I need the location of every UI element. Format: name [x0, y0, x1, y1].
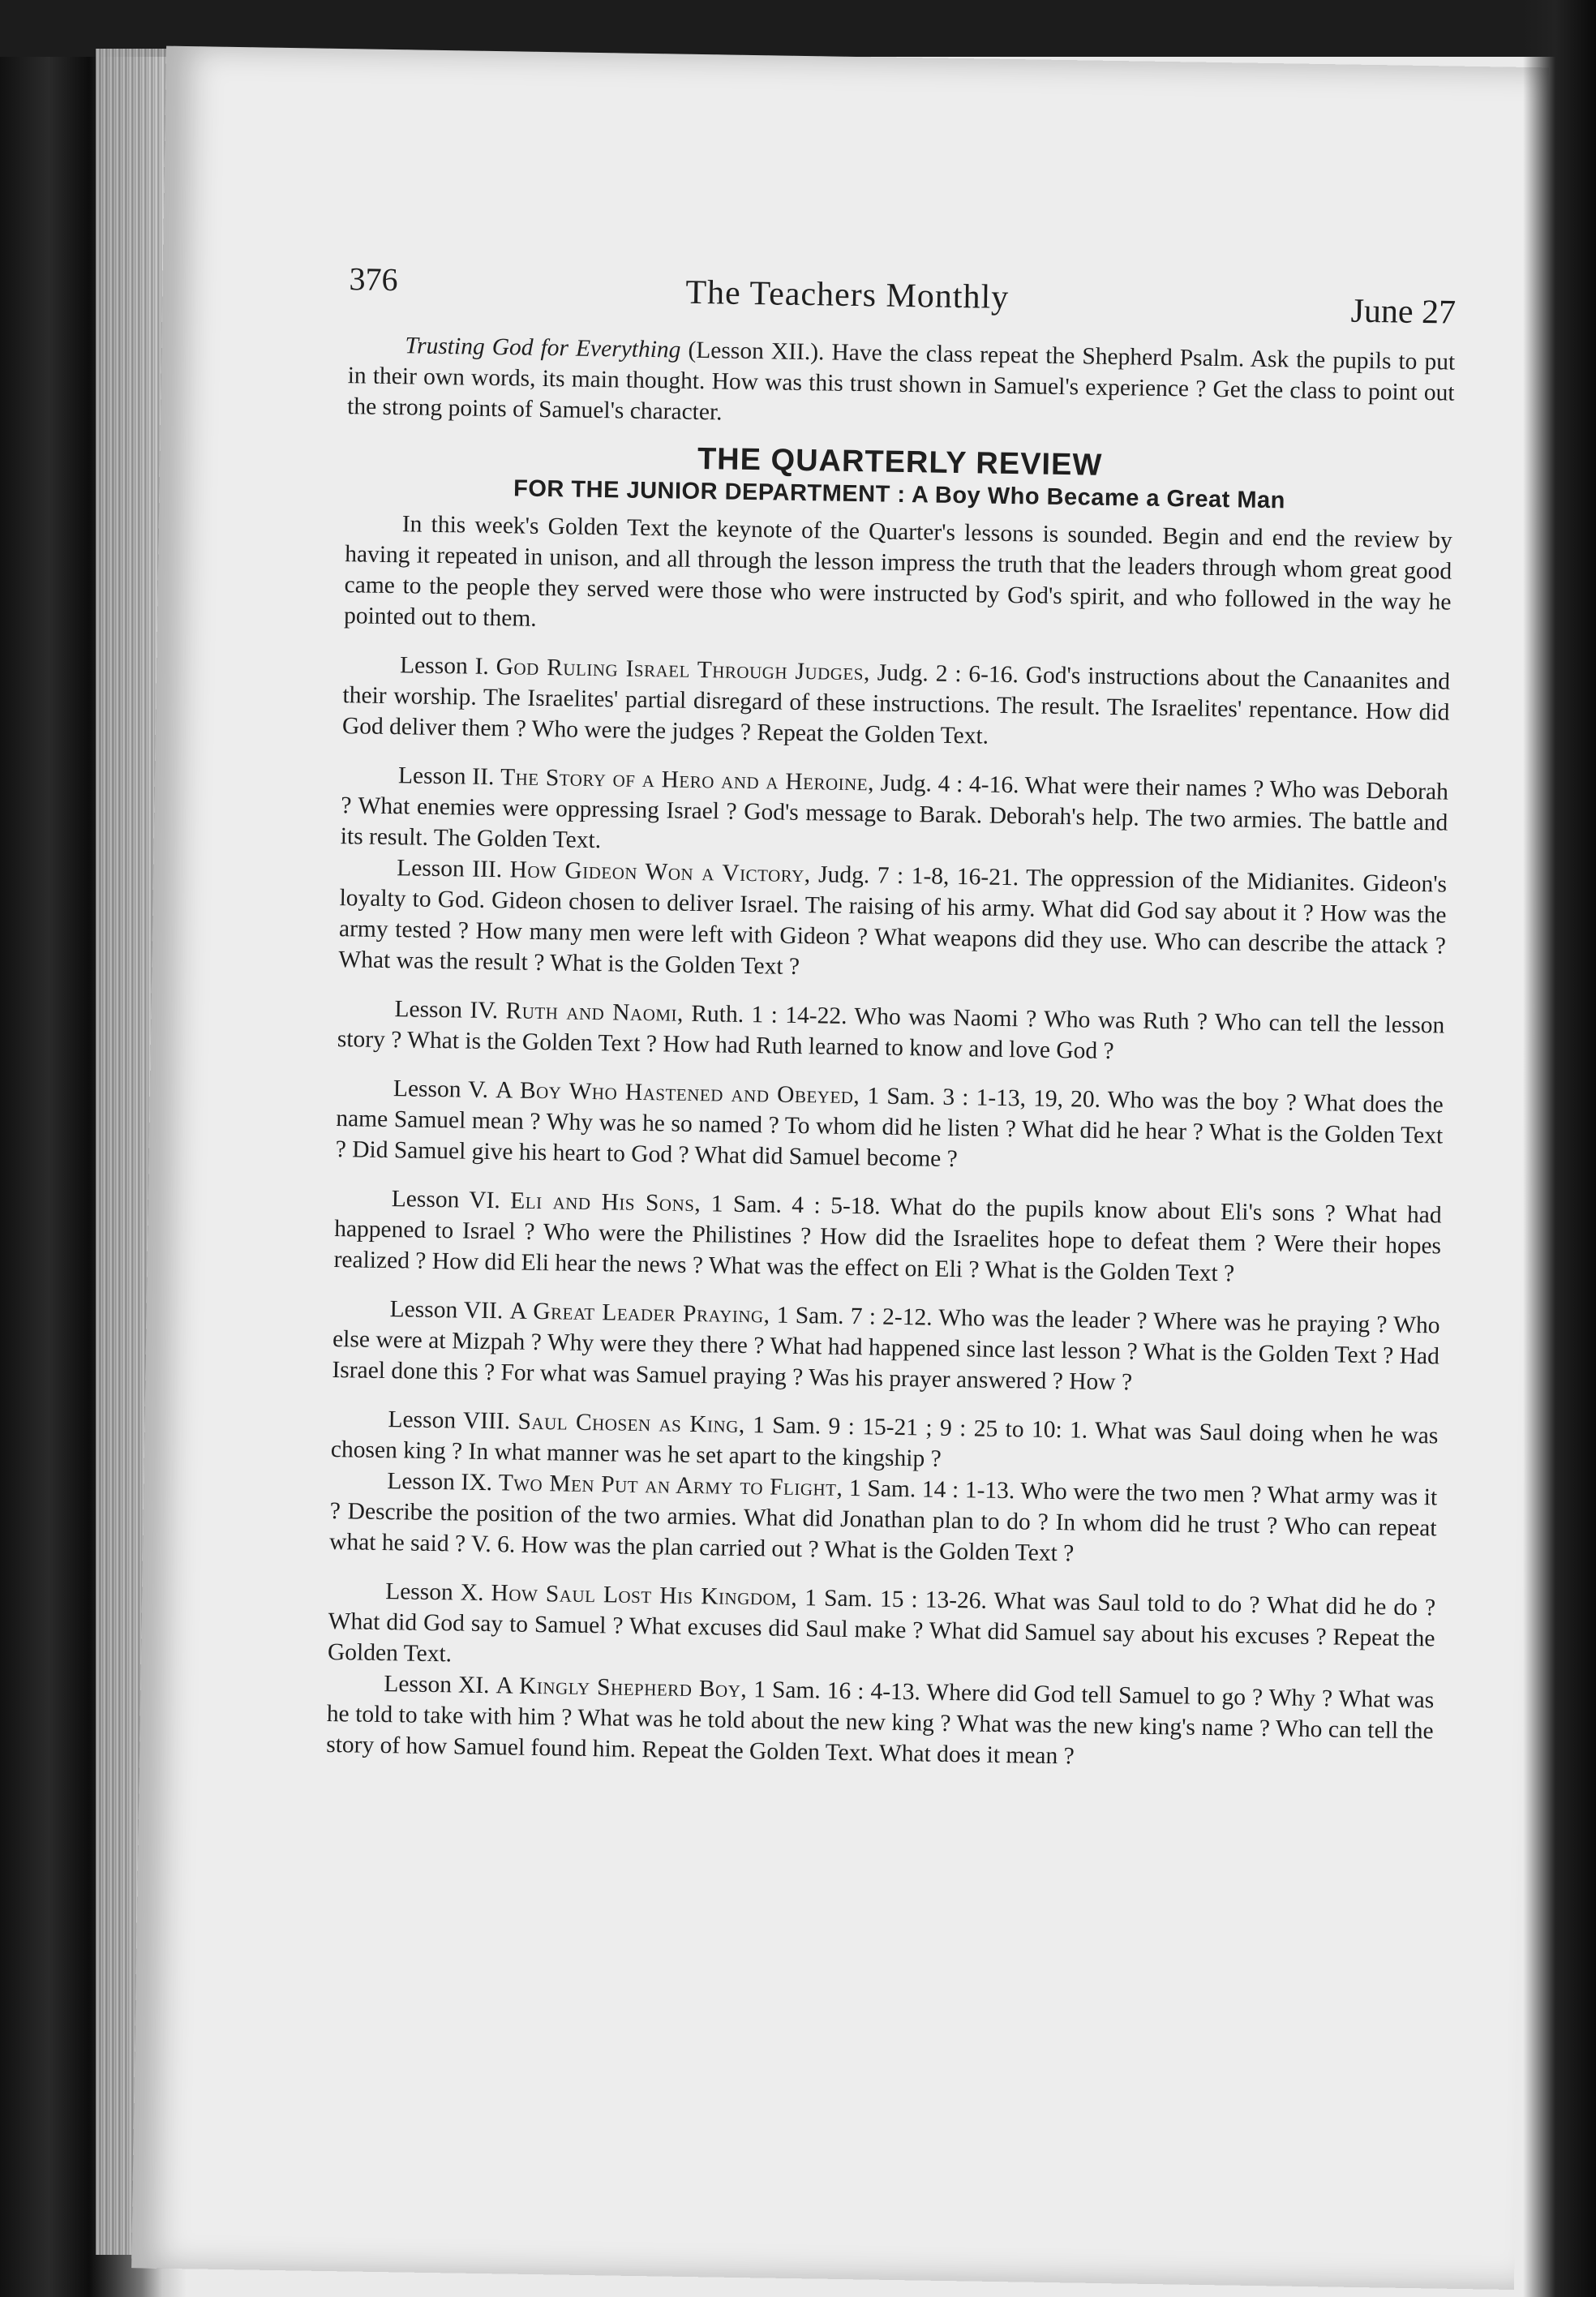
lesson-title: Saul Chosen as King,: [517, 1408, 746, 1439]
lesson-paragraph: [332, 1293, 1440, 1402]
lesson-title: A Boy Who Hastened and Obeyed,: [495, 1077, 860, 1110]
lesson-text: 1 Sam. 14 : 1-13. Who were the two men ? What army was it ? Describe the position of the two armies. What did Jonathan plan to do ? In whom did he trust ? Who can repeat what he said ? V. 6. How was the plan carried out ? What is the Golden Text ?: [328, 1475, 1438, 1567]
lesson-title: A Kingly Shepherd Boy,: [496, 1672, 748, 1703]
lesson-label: Lesson IV.: [394, 996, 499, 1024]
lesson-list: [326, 649, 1450, 1777]
lesson-text: 1 Sam. 4 : 5-18. What do the pupils know about Eli's sons ? What had happened to Israel ? Who were the Philistines ? How did the Israelites hope to defeat them ? Were their hopes realized ? How did Eli hear the news ? What was the effect on Eli ? What is the Golden Text ?: [333, 1191, 1442, 1287]
lesson-text: Judg. 7 : 1-8, 16-21. The oppression of the Midianites. Gideon's loyalty to God. Gideon chosen to deliver Israel. The raising of his army. What did God say about it ? How was the army tested ? How many men were left with Gideon ? What weapons did they use. Who can describe the attack ? What was the result ? What is the Golden Text ?: [338, 861, 1448, 981]
intro-text: (Lesson XII.). Have the class repeat the Shepherd Psalm. Ask the pupils to put in their own words, its main thought. How was this trust shown in Samuel's experience ? Get the class to point out the strong points of Samuel's character.: [346, 337, 1456, 426]
lesson-text: 1 Sam. 7 : 2-12. Who was the leader ? Where was he praying ? Who else were at Mizpah ? Why were they there ? What had happened since last lesson ? What is the Golden Text ? Had Israel done this ? For what was Samuel praying ? Was his prayer answered ? How ?: [332, 1302, 1440, 1396]
lesson-paragraph: [333, 1183, 1442, 1292]
lesson-title: A Great Leader Praying,: [509, 1298, 770, 1329]
lesson-title: Ruth and Naomi,: [505, 998, 684, 1027]
lesson-paragraph: [328, 1575, 1436, 1685]
lesson-title: How Gideon Won a Victory,: [509, 857, 811, 888]
lesson-title: Eli and His Sons,: [510, 1187, 701, 1217]
page-sheet: [131, 46, 1549, 2290]
page-number: 376: [349, 260, 398, 298]
lesson-label: Lesson I.: [399, 652, 490, 680]
journal-title: The Teachers Monthly: [685, 273, 1010, 316]
running-head: [349, 260, 1457, 341]
lesson-paragraph: [326, 1668, 1435, 1777]
lesson-label: Lesson XI.: [384, 1671, 490, 1699]
intro-paragraph: [347, 329, 1456, 439]
lesson-label: Lesson VI.: [391, 1186, 501, 1214]
lesson-paragraph: [337, 993, 1445, 1071]
lesson-label: Lesson II.: [397, 762, 495, 791]
section-title: THE QUARTERLY REVIEW: [697, 441, 1103, 483]
lesson-paragraph: [335, 1072, 1444, 1182]
issue-date: June 27: [1350, 292, 1457, 332]
lesson-text: Judg. 4 : 4-16. What were their names ? Who was Deborah ? What enemies were oppressing Israel ? God's message to Barak. Deborah's help. The two armies. The battle and its result. The Golden Text.: [340, 770, 1449, 854]
lesson-title: God Ruling Israel Through Judges,: [496, 654, 871, 686]
lesson-text: 1 Sam. 9 : 15-21 ; 9 : 25 to 10: 1. What was Saul doing when he was chosen king ? In what manner was he set apart to the kingship ?: [330, 1412, 1439, 1472]
section-subtitle: FOR THE JUNIOR DEPARTMENT : A Boy Who Became a Great Man: [513, 475, 1286, 514]
intro-lesson-title: Trusting God for Everything: [405, 333, 681, 363]
lesson-label: Lesson IX.: [387, 1468, 493, 1496]
lesson-text: Ruth. 1 : 14-22. Who was Naomi ? Who was Ruth ? Who can tell the lesson story ? What is the Golden Text ? How had Ruth learned to know and love God ?: [337, 1000, 1445, 1065]
lesson-title: How Saul Lost His Kingdom,: [491, 1580, 798, 1612]
lesson-label: Lesson VII.: [389, 1296, 504, 1325]
lesson-paragraph: [342, 649, 1451, 758]
right-binding-shadow: [1523, 0, 1596, 2297]
lesson-title: Two Men Put an Army to Flight,: [498, 1470, 843, 1501]
lesson-text: 1 Sam. 15 : 13-26. What was Saul told to do ? What did he do ? What did God say to Samuel ? What excuses did Saul make ? What did Samuel say about his excuses ? Repeat the Golden Text.: [327, 1585, 1436, 1668]
lesson-label: Lesson V.: [393, 1076, 489, 1104]
lesson-text: 1 Sam. 16 : 4-13. Where did God tell Samuel to go ? Why ? What was he told to take with him ? What was he told about the new king ? What was the new king's name ? Who can tell the story of how Samuel found him. Repeat the Golden Text. What does it mean ?: [325, 1677, 1435, 1770]
lesson-title: The Story of a Hero and a Heroine,: [500, 764, 875, 796]
lesson-label: Lesson X.: [384, 1578, 484, 1606]
page-content: [326, 260, 1457, 1777]
lesson-paragraph: [329, 1465, 1438, 1574]
lesson-text: 1 Sam. 3 : 1-13, 19, 20. Who was the boy ? What does the name Samuel mean ? Why was he so named ? To whom did he listen ? What did he hear ? What is the Golden Text ? Did Samuel give his heart to God ? What did Samuel become ?: [335, 1083, 1444, 1173]
section-opening: In this week's Golden Text the keynote of the Quarter's lessons is sounded. Begin and end the review by having it repeated in unison, and all through the lesson impress the truth that the leaders through whom great good came to the people they served were those who were instructed by God's spirit, and who followed in the way he pointed out to them.: [343, 511, 1452, 632]
lesson-label: Lesson VIII.: [388, 1406, 511, 1435]
lesson-text: Judg. 2 : 6-16. God's instructions about the Canaanites and their worship. The Israelites' partial disregard of these instructions. The result. The Israelites' repentance. How did God deliver them ? Who were the judges ? Repeat the Golden Text.: [341, 659, 1451, 749]
lesson-label: Lesson III.: [396, 855, 503, 883]
lesson-paragraph: [338, 852, 1447, 992]
lesson-paragraph: [341, 759, 1449, 869]
